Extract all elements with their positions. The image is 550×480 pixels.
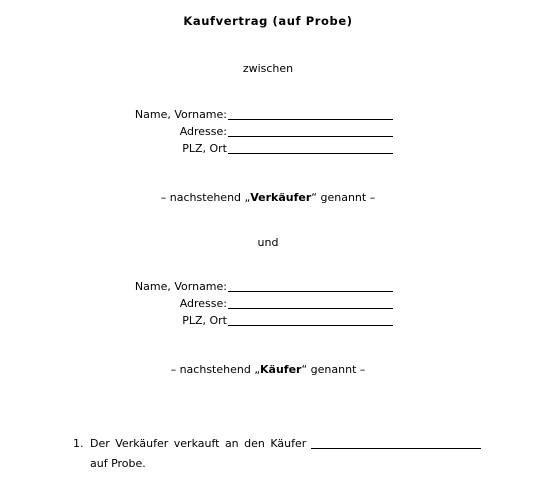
buyer-name-label: Name, Vorname: [134, 280, 227, 293]
buyer-name-blank[interactable] [228, 291, 393, 292]
buyer-city-label: PLZ, Ort [182, 314, 227, 327]
clause-text: Der Verkäufer verkauft an den Käufer [90, 437, 307, 450]
seller-address-label: Adresse: [179, 125, 227, 138]
clause-item-blank[interactable] [311, 448, 481, 449]
seller-city-label: PLZ, Ort [182, 142, 227, 155]
seller-address-row[interactable] [0, 125, 550, 141]
buyer-role-suffix: “ genannt – [301, 363, 366, 376]
buyer-address-row[interactable] [0, 297, 550, 313]
seller-address-blank[interactable] [228, 136, 393, 137]
document-title: Kaufvertrag (auf Probe) [183, 14, 353, 28]
clause-number: 1. [73, 437, 84, 450]
clause-continuation: auf Probe. [90, 457, 146, 470]
buyer-address-blank[interactable] [228, 308, 393, 309]
between-label: zwischen [242, 62, 294, 75]
buyer-name-row[interactable] [0, 280, 550, 296]
buyer-role-prefix: – nachstehend „ [170, 363, 261, 376]
and-label: und [257, 236, 279, 249]
buyer-address-label: Adresse: [179, 297, 227, 310]
buyer-city-blank[interactable] [228, 325, 393, 326]
seller-role-line [0, 191, 536, 205]
seller-name-label: Name, Vorname: [134, 108, 227, 121]
seller-role-prefix: – nachstehend „ [160, 191, 251, 204]
buyer-city-row[interactable] [0, 314, 550, 330]
buyer-role-name: Käufer [260, 363, 302, 376]
seller-city-row[interactable] [0, 142, 550, 158]
seller-role-suffix: “ genannt – [311, 191, 376, 204]
seller-city-blank[interactable] [228, 153, 393, 154]
seller-name-row[interactable] [0, 108, 550, 124]
buyer-role-line [0, 363, 536, 377]
seller-role-name: Verkäufer [250, 191, 312, 204]
seller-name-blank[interactable] [228, 119, 393, 120]
